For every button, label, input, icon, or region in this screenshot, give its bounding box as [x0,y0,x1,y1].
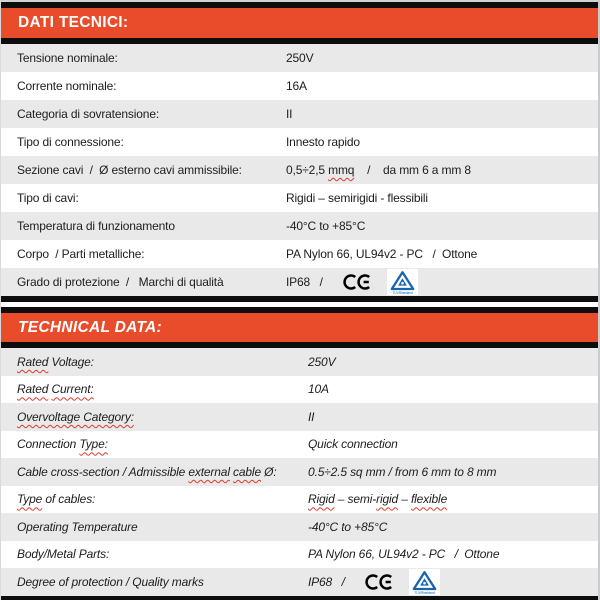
misspelled-text: Rated [17,354,49,369]
text-segment: of cables: [42,492,96,507]
row-label [1,438,308,450]
text-segment: 250V [308,354,336,369]
row-label [1,136,286,148]
text-segment: Voltage: [48,354,94,369]
text-segment: Connection [17,437,80,452]
section-title-italian: DATI TECNICI: [18,14,129,31]
text-segment: Tipo di connessione: [17,135,124,149]
text-segment: Rigidi – semirigidi - flessibili [286,191,428,205]
text-segment: Degree of protection / Quality marks [17,574,204,589]
row-label [1,576,308,588]
text-segment: Temperatura di funzionamento [17,219,175,233]
text-segment: Grado di protezione / Marchi di qualità [17,275,224,289]
row-value [308,548,598,560]
divider-bar [1,596,598,600]
text-segment: Cable cross-section / Admissible [17,464,189,479]
row-label [1,248,286,260]
spec-table-english [1,348,598,596]
text-segment: Operating Temperature [17,519,138,534]
text-segment: PA Nylon 66, UL94v2 - PC / Ottone [308,547,500,562]
row-value [308,438,598,450]
ce-mark-icon [365,574,396,590]
row-value [308,569,598,595]
row-value [286,248,598,260]
spec-row [1,431,598,459]
spec-row [1,403,598,431]
text-segment: Ø: [260,464,277,479]
spec-row [1,44,598,72]
row-value [286,220,598,232]
row-value [286,52,598,64]
row-label [1,192,286,204]
spec-row [1,541,598,569]
spec-row [1,72,598,100]
text-segment: II [308,409,315,424]
spec-row [1,240,598,268]
tuv-rheinland-logo-icon [409,569,440,595]
row-label [1,52,286,64]
text-segment: Quick connection [308,437,398,452]
row-value [308,356,598,368]
svg-text:TÜVRheinland: TÜVRheinland [392,291,413,295]
misspelled-text: Type: [79,437,108,452]
text-segment: Categoria di sovratensione: [17,107,160,121]
row-value [308,493,598,505]
text-segment: IP68 / [286,275,323,289]
row-label [1,383,308,395]
row-value [286,80,598,92]
row-label [1,548,308,560]
row-value [308,521,598,533]
misspelled-text: rigid [376,492,399,507]
section-dati-tecnici [1,2,598,302]
row-value [308,383,598,395]
ce-mark-icon [343,274,374,290]
svg-text:TÜVRheinland: TÜVRheinland [414,590,435,595]
misspelled-text: Rated [17,382,49,397]
text-segment: Corrente nominale: [17,79,117,93]
row-label [1,466,308,478]
spec-row [1,156,598,184]
spec-row [1,348,598,376]
spec-row [1,184,598,212]
misspelled-text: flexible [410,492,448,507]
spec-row [1,486,598,514]
spec-row [1,212,598,240]
tuv-rheinland-logo-icon [387,269,418,295]
text-segment: II [286,107,293,121]
spec-row [1,513,598,541]
misspelled-text: external [188,464,230,479]
row-label [1,493,308,505]
row-value [286,136,598,148]
row-label [1,521,308,533]
misspelled-text: Overvoltage Category: [17,409,134,424]
row-label [1,276,286,288]
misspelled-text: cable [233,464,261,479]
row-value [286,108,598,120]
misspelled-text: Rigid [308,492,335,507]
misspelled-text: mmq [328,163,355,177]
section-header-english [1,313,598,342]
text-segment: 250V [286,51,314,65]
spec-table-italian [1,44,598,296]
row-label [1,108,286,120]
text-segment: -40°C to +85°C [308,519,388,534]
row-label [1,80,286,92]
text-segment: Corpo / Parti metalliche: [17,247,145,261]
text-segment: Innesto rapido [286,135,360,149]
section-title-english: TECHNICAL DATA: [18,318,162,336]
text-segment: -40°C to +85°C [286,219,366,233]
spec-row [1,128,598,156]
row-label [1,220,286,232]
text-segment: – [398,492,411,507]
text-segment: – semi- [334,492,377,507]
text-segment: 10A [308,382,329,397]
row-label [1,356,308,368]
text-segment: Tensione nominale: [17,51,118,65]
spec-row [1,568,598,596]
row-value [286,269,598,295]
spec-row [1,100,598,128]
misspelled-text: Type [17,492,43,507]
text-segment: Sezione cavi / Ø esterno cavi ammissibile: [17,163,242,177]
row-label [1,164,286,176]
row-value [308,411,598,423]
text-segment: Tipo di cavi: [17,191,79,205]
text-segment: PA Nylon 66, UL94v2 - PC / Ottone [286,247,478,261]
text-segment: / da mm 6 a mm 8 [354,163,471,177]
spec-row [1,458,598,486]
section-header-italian [1,8,598,38]
text-segment: 16A [286,79,307,93]
text-segment: 0.5÷2.5 sq mm / from 6 mm to 8 mm [308,464,497,479]
row-value [286,192,598,204]
text-segment: 0,5÷2,5 [286,163,329,177]
section-technical-data [1,307,598,600]
text-segment: Body/Metal Parts: [17,547,110,562]
row-value [286,164,598,176]
row-value [308,466,598,478]
misspelled-text: Current: [51,382,94,397]
row-label [1,411,308,423]
text-segment: IP68 / [308,574,345,589]
spec-row [1,376,598,404]
spec-row [1,268,598,296]
